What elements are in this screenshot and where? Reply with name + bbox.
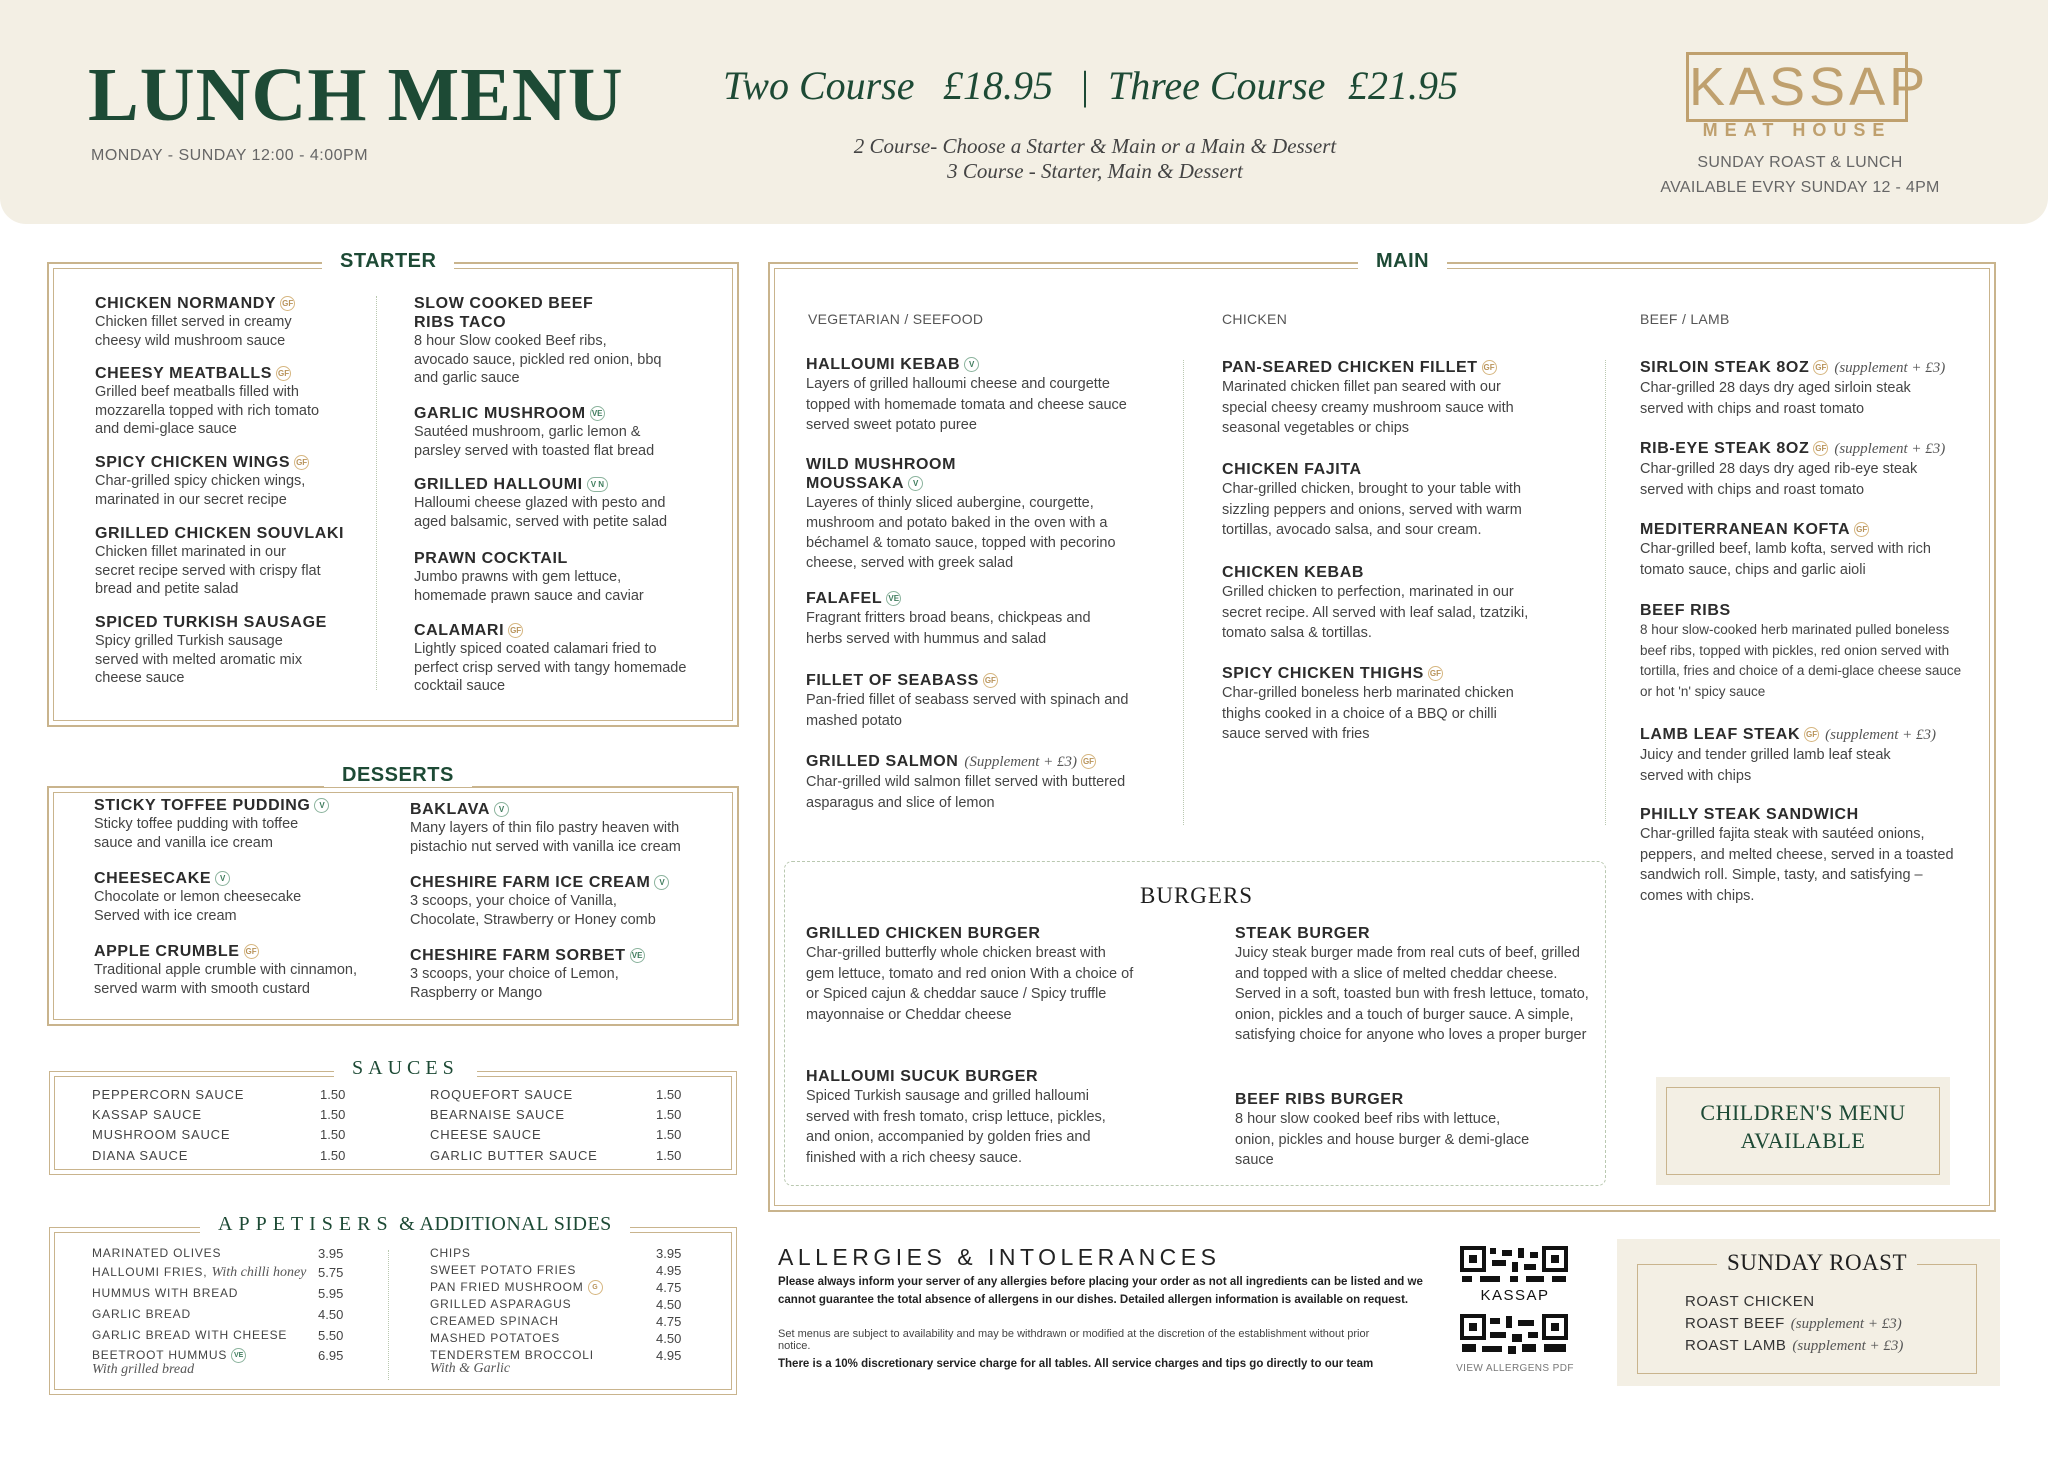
menu-item: APPLE CRUMBLE GF Traditional apple crumble with cinnamon, served warm with smooth custard — [94, 943, 358, 997]
menu-item: BAKLAVA V Many layers of thin filo pastry heaven with pistachio nut served with vanilla ice cream — [410, 801, 681, 855]
sides-divider — [388, 1250, 389, 1380]
gf-icon: GF — [1813, 360, 1828, 375]
logo-subtitle: MEAT HOUSE — [1702, 120, 1892, 140]
roast-item: ROAST CHICKEN — [1685, 1293, 1815, 1310]
col-beef-heading: BEEF / LAMB — [1640, 311, 1730, 327]
side-row: BEETROOT HUMMUS VE 6.95 With grilled bread — [92, 1348, 344, 1377]
menu-item: HALLOUMI KEBAB V Layers of grilled halloumi cheese and courgette topped with homemade tomata and cheese sauce served sweet potato puree — [806, 356, 1127, 433]
set-menu-note: Set menus are subject to availability and may be withdrawn or modified at the discretion of the establishment without prior notice. — [778, 1328, 1370, 1352]
two-course-label: Two Course — [723, 63, 915, 108]
course-note-2: 3 Course - Starter, Main & Dessert — [947, 159, 1243, 183]
side-row: MARINATED OLIVES 3.95 — [92, 1246, 344, 1261]
menu-item: CHEESY MEATBALLS GF Grilled beef meatballs filled with mozzarella topped with rich tomato and demi-glace sauce — [95, 365, 320, 437]
three-course-label: Three Course — [1108, 63, 1326, 108]
sauces-title: SAUCES — [334, 1057, 477, 1080]
menu-item: BEEF RIBS 8 hour slow-cooked herb marinated pulled boneless beef ribs, topped with pickles, red onion served with tortilla, fries and choice of a demi-glace cheese sauce or hot 'n' spicy sauce — [1640, 602, 1962, 699]
sauce-row: GARLIC BUTTER SAUCE 1.50 — [430, 1148, 682, 1163]
side-row: GARLIC BREAD 4.50 — [92, 1307, 344, 1322]
col-chicken-heading: CHICKEN — [1222, 311, 1288, 327]
kassap-logo: KASSAP — [1686, 52, 1908, 122]
menu-item: RIB-EYE STEAK 8OZ GF (supplement + £3) Char-grilled 28 days dry aged rib-eye steak served with chips and roast tomato — [1640, 440, 1946, 498]
allergies-title: ALLERGIES & INTOLERANCES — [778, 1244, 1221, 1270]
menu-item: CHESHIRE FARM ICE CREAM V 3 scoops, your choice of Vanilla, Chocolate, Strawberry or Honey comb — [410, 873, 720, 929]
sunday-note-2: AVAILABLE EVRY SUNDAY 12 - 4PM — [1660, 179, 1940, 196]
col-veg-heading: VEGETARIAN / SEEFOOD — [808, 311, 984, 327]
vegetarian-icon: V — [215, 871, 230, 886]
childrens-menu-box — [1656, 1077, 1950, 1185]
menu-item: GRILLED SALMON (Supplement + £3) GF Char-grilled wild salmon fillet served with buttered asparagus and slice of lemon — [806, 753, 1126, 811]
menu-item: GRILLED HALLOUMI V N Halloumi cheese glazed with pesto and aged balsamic, served with petite salad — [414, 476, 668, 530]
menu-item: FILLET OF SEABASS GF Pan-fried fillet of seabass served with spinach and mashed potato — [806, 672, 1129, 729]
starter-title: STARTER — [322, 250, 454, 273]
desserts-title: DESSERTS — [324, 764, 472, 787]
gf-icon: GF — [1804, 727, 1819, 742]
sauce-row: KASSAP SAUCE 1.50 — [92, 1107, 346, 1122]
gf-icon: GF — [1813, 441, 1828, 456]
menu-item: LAMB LEAF STEAK GF (supplement + £3) Juicy and tender grilled lamb leaf steak served with chips — [1640, 726, 1937, 784]
two-course-price: £18.95 — [943, 63, 1053, 108]
side-row: MASHED POTATOES 4.50 — [430, 1331, 682, 1346]
gf-icon: GF — [244, 944, 259, 959]
vegan-icon: VE — [231, 1348, 246, 1363]
gf-icon: GF — [1854, 522, 1869, 537]
side-row: SWEET POTATO FRIES 4.95 — [430, 1263, 682, 1278]
side-row: GRILLED ASPARAGUS 4.50 — [430, 1297, 682, 1312]
sides-title: APPETISERS & ADDITIONAL SIDES — [200, 1213, 630, 1236]
service-charge-note: There is a 10% discretionary service charge for all tables. All service charges and tips go directly to our team — [778, 1358, 1374, 1370]
gf-icon: GF — [276, 366, 291, 381]
side-row: GARLIC BREAD WITH CHEESE 5.50 — [92, 1328, 344, 1343]
roast-item: ROAST LAMB (supplement + £3) — [1685, 1337, 1904, 1354]
sunday-note-1: SUNDAY ROAST & LUNCH — [1697, 154, 1903, 171]
side-row: HUMMUS WITH BREAD 5.95 — [92, 1286, 344, 1301]
menu-item: SPICY CHICKEN WINGS GF Char-grilled spicy chicken wings, marinated in our secret recipe — [95, 454, 308, 508]
childrens-menu-line-1: CHILDREN'S MENU — [1700, 1100, 1906, 1125]
side-row: CREAMED SPINACH 4.75 — [430, 1314, 682, 1329]
sunday-roast-title: SUNDAY ROAST — [1717, 1250, 1917, 1276]
menu-item: WILD MUSHROOM MOUSSAKA V Layeres of thinly sliced aubergine, courgette, mushroom and potato baked in the oven with a béchamel & tomato sauce, topped with pecorino cheese, served with greek salad — [806, 456, 1116, 571]
menu-item: CHESHIRE FARM SORBET VE 3 scoops, your choice of Lemon, Raspberry or Mango — [410, 946, 720, 1002]
vegetarian-icon: V — [964, 357, 979, 372]
sauce-row: CHEESE SAUCE 1.50 — [430, 1127, 682, 1142]
menu-item: SIRLOIN STEAK 8OZ GF (supplement + £3) Char-grilled 28 days dry aged sirloin steak served with chips and roast tomato — [1640, 359, 1946, 417]
vegetarian-icon: V — [314, 798, 329, 813]
menu-item: STICKY TOFFEE PUDDING V Sticky toffee pudding with toffee sauce and vanilla ice cream — [94, 796, 394, 852]
gf-icon: GF — [280, 296, 295, 311]
childrens-menu-line-2: AVAILABLE — [1740, 1128, 1866, 1153]
page-title: LUNCH MENU — [88, 53, 624, 137]
sauce-row: ROQUEFORT SAUCE 1.50 — [430, 1087, 682, 1102]
gf-icon: GF — [983, 673, 998, 688]
course-note-1: 2 Course- Choose a Starter & Main or a Main & Dessert — [853, 134, 1337, 158]
roast-item: ROAST BEEF (supplement + £3) — [1685, 1315, 1902, 1332]
menu-item: PHILLY STEAK SANDWICH Char-grilled fajita steak with sautéed onions, peppers, and melted cheese, served in a toasted sandwich roll. Simple, tasty, and satisfying – comes with chips. — [1640, 806, 1954, 904]
gf-icon: GF — [294, 455, 309, 470]
menu-item: PRAWN COCKTAIL Jumbo prawns with gem lettuce, homemade prawn sauce and caviar — [414, 550, 644, 604]
menu-item: GARLIC MUSHROOM VE Sautéed mushroom, garlic lemon & parsley served with toasted flat bread — [414, 405, 655, 459]
menu-item: CHICKEN FAJITA Char-grilled chicken, brought to your table with sizzling peppers and onions, served with warm tortillas, avocado salsa, and sour cream. — [1222, 461, 1522, 538]
menu-item: STEAK BURGER Juicy steak burger made from real cuts of beef, grilled and topped with a slice of melted cheddar cheese. Served in a soft, toasted bun with fresh lettuce, tomato, onion, pickles and a touch of burger sauce. A simple, satisfying choice for anyone who loves a proper burger — [1235, 925, 1589, 1043]
sauce-row: MUSHROOM SAUCE 1.50 — [92, 1127, 346, 1142]
price-separator: | — [1081, 63, 1090, 108]
main-title: MAIN — [1358, 250, 1447, 273]
qr-label: KASSAP — [1460, 1287, 1570, 1304]
menu-item: CALAMARI GF Lightly spiced coated calamari fried to perfect crisp served with tangy homemade cocktail sauce — [414, 622, 687, 694]
sauce-row: BEARNAISE SAUCE 1.50 — [430, 1107, 682, 1122]
menu-item: CHICKEN NORMANDY GF Chicken fillet served in creamy cheesy wild mushroom sauce — [95, 295, 294, 349]
vegetarian-icon: V — [494, 802, 509, 817]
menu-item: CHICKEN KEBAB Grilled chicken to perfection, marinated in our secret recipe. All served with leaf salad, tzatziki, tomato salsa & tortillas. — [1222, 564, 1529, 641]
gf-icon: GF — [508, 623, 523, 638]
opening-hours: MONDAY - SUNDAY 12:00 - 4:00PM — [91, 147, 369, 164]
side-row: CHIPS 3.95 — [430, 1246, 682, 1261]
allergies-text: Please always inform your server of any allergies before placing your order as not all ingredients can be listed and we cannot guarantee the total absence of allergens in our dishes. Detailed allergen information is available on request. — [778, 1276, 1423, 1306]
menu-item: MEDITERRANEAN KOFTA GF Char-grilled beef, lamb kofta, served with rich tomato sauce, chips and garlic aioli — [1640, 521, 1931, 578]
gf-icon: GF — [1482, 360, 1497, 375]
menu-item: CHEESECAKE V Chocolate or lemon cheesecake Served with ice cream — [94, 870, 302, 924]
vegetarian-icon: V — [908, 476, 923, 491]
burgers-title: BURGERS — [1140, 883, 1254, 908]
g-icon: G — [588, 1280, 603, 1295]
side-row: TENDERSTEM BROCCOLI 4.95 With & Garlic — [430, 1348, 682, 1376]
menu-item: SLOW COOKED BEEF RIBS TACO 8 hour Slow cooked Beef ribs, avocado sauce, pickled red onion, bbq and garlic sauce — [414, 295, 662, 386]
sauce-row: DIANA SAUCE 1.50 — [92, 1148, 346, 1163]
menu-item: GRILLED CHICKEN BURGER Char-grilled butterfly whole chicken breast with gem lettuce, tomato and red onion With a choice of or Spiced cajun & cheddar sauce / Spicy truffle mayonnaise or Cheddar cheese — [806, 925, 1134, 1023]
side-row: HALLOUMI FRIES, With chilli honey 5.75 — [92, 1265, 344, 1280]
gf-icon: GF — [1428, 666, 1443, 681]
menu-item: HALLOUMI SUCUK BURGER Spiced Turkish sausage and grilled halloumi served with fresh tomato, crisp lettuce, pickles, and onion, accompanied by golden fries and finished with a rich cheesy sauce. — [806, 1068, 1106, 1166]
vegetarian-icon: V — [654, 875, 669, 890]
vegan-icon: VE — [590, 406, 605, 421]
menu-item: FALAFEL VE Fragrant fritters broad beans, chickpeas and herbs served with hummus and salad — [806, 590, 1091, 647]
vegan-icon: VE — [630, 948, 645, 963]
menu-item: SPICY CHICKEN THIGHS GF Char-grilled boneless herb marinated chicken thighs cooked in a choice of a BBQ or chilli sauce served with fries — [1222, 665, 1514, 742]
side-row: PAN FRIED MUSHROOM G 4.75 — [430, 1280, 682, 1295]
menu-item: SPICED TURKISH SAUSAGE Spicy grilled Turkish sausage served with melted aromatic mix cheese sauce — [95, 614, 327, 686]
vegan-icon: VE — [886, 591, 901, 606]
view-allergens-link[interactable]: VIEW ALLERGENS PDF — [1456, 1363, 1574, 1374]
gf-icon: GF — [1081, 754, 1096, 769]
sunday-roast-box — [1617, 1239, 2000, 1386]
main-divider-2 — [1605, 360, 1606, 825]
menu-item: BEEF RIBS BURGER 8 hour slow cooked beef ribs with lettuce, onion, pickles and house burger & demi-glace sauce — [1235, 1091, 1530, 1168]
sauce-row: PEPPERCORN SAUCE 1.50 — [92, 1087, 346, 1102]
menu-item: GRILLED CHICKEN SOUVLAKI Chicken fillet marinated in our secret recipe served with crispy flat bread and petite salad — [95, 525, 345, 597]
three-course-price: £21.95 — [1348, 63, 1458, 108]
menu-item: PAN-SEARED CHICKEN FILLET GF Marinated chicken fillet pan seared with our special cheesy creamy mushroom sauce with seasonal vegetables or chips — [1222, 359, 1514, 436]
vegetarian-nuts-icon: V N — [587, 477, 608, 492]
